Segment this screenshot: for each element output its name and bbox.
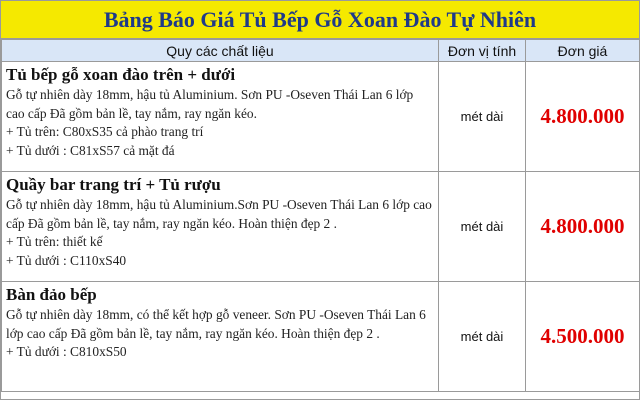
item-detail: + Tủ trên: C80xS35 cả phào trang trí [6,124,204,139]
item-description: Gỗ tự nhiên dày 18mm, hậu tủ Aluminium. Sơn PU -Oseven Thái Lan 6 lớp cao cấp Đã gồm bản lề, tay nắm, ray ngăn kéo. [6,87,414,121]
item-detail: + Tủ dưới : C810xS50 [6,344,127,359]
price-cell: 4.500.000 [526,282,640,392]
item-name: Quầy bar trang trí + Tủ rượu [6,175,221,194]
item-name: Tủ bếp gỗ xoan đào trên + dưới [6,65,236,84]
unit-cell: mét dài [439,172,526,282]
item-detail: + Tủ dưới : C110xS40 [6,252,127,268]
spec-cell [2,282,439,392]
spec-cell [2,172,439,282]
header-price: Đơn giá [526,40,640,62]
price-cell: 4.800.000 [526,172,640,282]
price-table [1,39,640,392]
price-cell: 4.800.000 [526,62,640,172]
item-detail: + Tủ dưới : C81xS57 cả mặt đá [6,142,175,158]
table-header-row [2,40,640,62]
header-unit: Đơn vị tính [439,40,526,62]
item-name: Bàn đảo bếp [6,285,97,304]
table-row [2,172,640,282]
table-row [2,62,640,172]
item-detail: + Tủ trên: thiết kế [6,234,103,249]
unit-cell: mét dài [439,62,526,172]
item-description: Gỗ tự nhiên dày 18mm, có thể kết hợp gỗ veneer. Sơn PU -Oseven Thái Lan 6 lớp cao cấp Đã gồm bản lề, tay nắm, ray ngăn kéo. Hoàn thiện đẹp 2 . [6,307,426,341]
sheet-title: Bảng Báo Giá Tủ Bếp Gỗ Xoan Đào Tự Nhiên [1,1,639,39]
spec-cell [2,62,439,172]
table-row [2,282,640,392]
unit-cell: mét dài [439,282,526,392]
item-description: Gỗ tự nhiên dày 18mm, hậu tủ Aluminium.Sơn PU -Oseven Thái Lan 6 lớp cao cấp Đã gồm bản lề, tay nắm, ray ngăn kéo. Hoàn thiện đẹp 2 . [6,197,432,231]
header-spec: Quy các chất liệu [2,40,439,62]
